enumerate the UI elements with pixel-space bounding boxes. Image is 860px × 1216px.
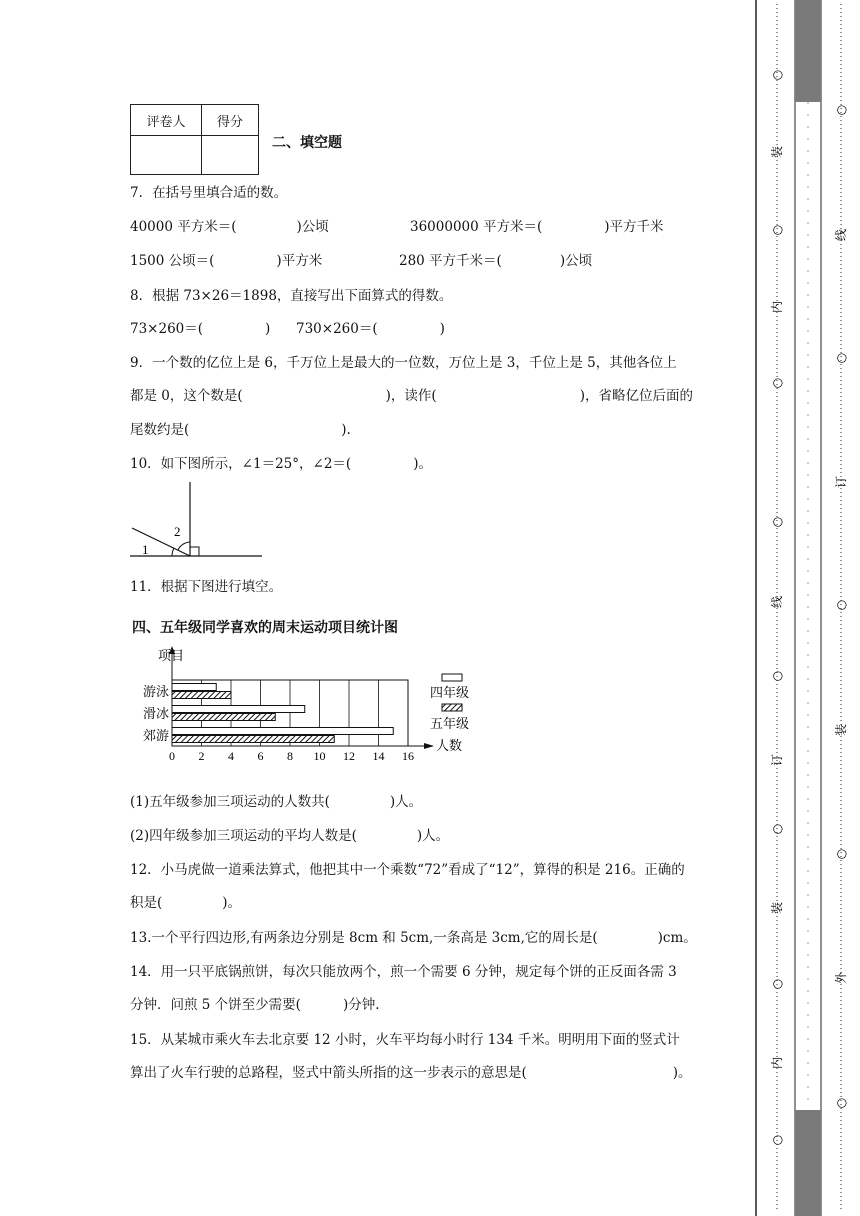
q8-item-2: 730×260＝( )	[296, 321, 445, 337]
binding-circle: ○	[834, 599, 848, 611]
q9-line3: 尾数约是( ).	[130, 422, 351, 438]
q11-sub-1: (1)五年级参加三项运动的人数共( )人。	[130, 794, 423, 810]
binding-circle: ○	[770, 978, 784, 990]
x-axis-label: 人数	[436, 738, 463, 753]
x-tick-label: 6	[257, 749, 264, 763]
q15-line2: 算出了火车行驶的总路程，竖式中箭头所指的这一步表示的意思是( )。	[130, 1065, 692, 1081]
q11-prompt: 11．根据下图进行填空。	[130, 579, 283, 595]
angle1-arc	[172, 548, 174, 556]
q14-line1: 14．用一只平底锅煎饼，每次只能放两个，煎一个需要 6 分钟，规定每个饼的正反面各需 3	[130, 964, 677, 980]
q7-item-2: 36000000 平方米＝( )平方千米	[410, 219, 664, 235]
chart-title: 四、五年级同学喜欢的周末运动项目统计图	[132, 620, 398, 636]
bar-grade4-1	[172, 706, 305, 713]
x-tick-label: 4	[228, 749, 234, 763]
angle2-arc	[178, 542, 190, 550]
binding-label-outer: 线	[834, 228, 848, 242]
score-header-grader: 评卷人	[131, 105, 202, 136]
binding-circle: ○	[834, 1097, 848, 1109]
legend-swatch-grade4	[442, 674, 462, 681]
y-axis-label: 项目	[158, 648, 185, 663]
binding-circle: ○	[834, 352, 848, 364]
x-tick-label: 10	[313, 749, 326, 763]
x-tick-label: 0	[169, 749, 175, 763]
q14-line2: 分钟．问煎 5 个饼至少需要( )分钟.	[130, 997, 380, 1013]
category-label: 游泳	[142, 684, 169, 699]
q12-line2: 积是( )。	[130, 895, 242, 911]
bar-grade4-0	[172, 684, 216, 691]
q10-prompt: 10．如下图所示，∠1＝25°，∠2＝( )。	[130, 456, 432, 472]
binding-label-outer: 订	[834, 475, 848, 489]
bar-grade5-0	[172, 692, 231, 699]
category-label: 滑冰	[142, 706, 169, 721]
binding-label-inner: 装	[770, 901, 784, 915]
x-tick-label: 16	[402, 749, 414, 763]
category-label: 郊游	[142, 728, 169, 743]
q7-prompt: 7．在括号里填合适的数。	[130, 185, 288, 201]
binding-circle: ○	[770, 69, 784, 81]
binding-circle: ○	[770, 1134, 784, 1146]
bar-grade5-2	[172, 736, 334, 743]
binding-label-inner: 内	[770, 1056, 784, 1070]
q11-sub-2: (2)四年级参加三项运动的平均人数是( )人。	[130, 828, 450, 844]
binding-label-outer: 装	[834, 723, 848, 737]
bar-grade4-2	[172, 728, 393, 735]
binding-circle: ○	[770, 377, 784, 389]
angle-figure	[128, 480, 268, 562]
q15-line1: 15．从某城市乘火车去北京要 12 小时，火车平均每小时行 134 千米。明明用下面的竖式计	[130, 1032, 680, 1048]
binding-label-inner: 线	[770, 595, 784, 609]
right-angle-mark	[190, 547, 199, 556]
score-cell-grader[interactable]	[131, 136, 202, 175]
x-tick-label: 12	[343, 749, 355, 763]
binding-circle: ○	[770, 823, 784, 835]
section-title: 二、填空题	[272, 135, 342, 151]
slanted-line	[132, 528, 190, 556]
q8-prompt: 8．根据 73×26＝1898，直接写出下面算式的得数。	[130, 288, 453, 304]
binding-circle: ○	[770, 516, 784, 528]
x-tick-label: 8	[287, 749, 293, 763]
angle2-label: 2	[174, 524, 181, 539]
legend-label-grade4: 四年级	[430, 685, 470, 700]
binding-circle: ○	[834, 104, 848, 116]
bar-chart	[130, 640, 490, 770]
q9-line1: 9．一个数的亿位上是 6，千万位上是最大的一位数，万位上是 3，千位上是 5，其他各位上	[130, 355, 677, 371]
angle1-label: 1	[142, 542, 149, 557]
binding-circle: ○	[770, 224, 784, 236]
q13-line: 13.一个平行四边形,有两条边分别是 8cm 和 5cm,一条高是 3cm,它的周长是( )cm。	[130, 930, 697, 946]
x-tick-label: 2	[198, 749, 205, 763]
binding-label-inner: 内	[770, 300, 784, 314]
x-axis-arrow	[424, 743, 434, 749]
x-tick-label: 14	[372, 749, 385, 763]
binding-circle: ○	[834, 848, 848, 860]
binding-label-inner: 装	[770, 145, 784, 159]
q12-line1: 12．小马虎做一道乘法算式，他把其中一个乘数“72”看成了“12”，算得的积是 216。正确的	[130, 862, 685, 878]
q9-line2: 都是 0，这个数是( )，读作( )，省略亿位后面的	[130, 388, 693, 404]
score-table	[130, 104, 259, 175]
legend-label-grade5: 五年级	[430, 716, 470, 731]
legend-swatch-grade5	[442, 704, 462, 711]
binding-circle: ○	[770, 670, 784, 682]
q7-item-1: 40000 平方米＝( )公顷	[130, 219, 329, 235]
q7-item-4: 280 平方千米＝( )公顷	[399, 253, 593, 269]
score-cell-score[interactable]	[202, 136, 259, 175]
bar-grade5-1	[172, 714, 275, 721]
q7-item-3: 1500 公顷＝( )平方米	[130, 253, 323, 269]
q8-item-1: 73×260＝( )	[130, 321, 271, 337]
binding-strip	[755, 0, 860, 1216]
binding-label-outer: 外	[834, 971, 848, 985]
score-header-score: 得分	[202, 105, 259, 136]
binding-label-inner: 订	[770, 753, 784, 767]
